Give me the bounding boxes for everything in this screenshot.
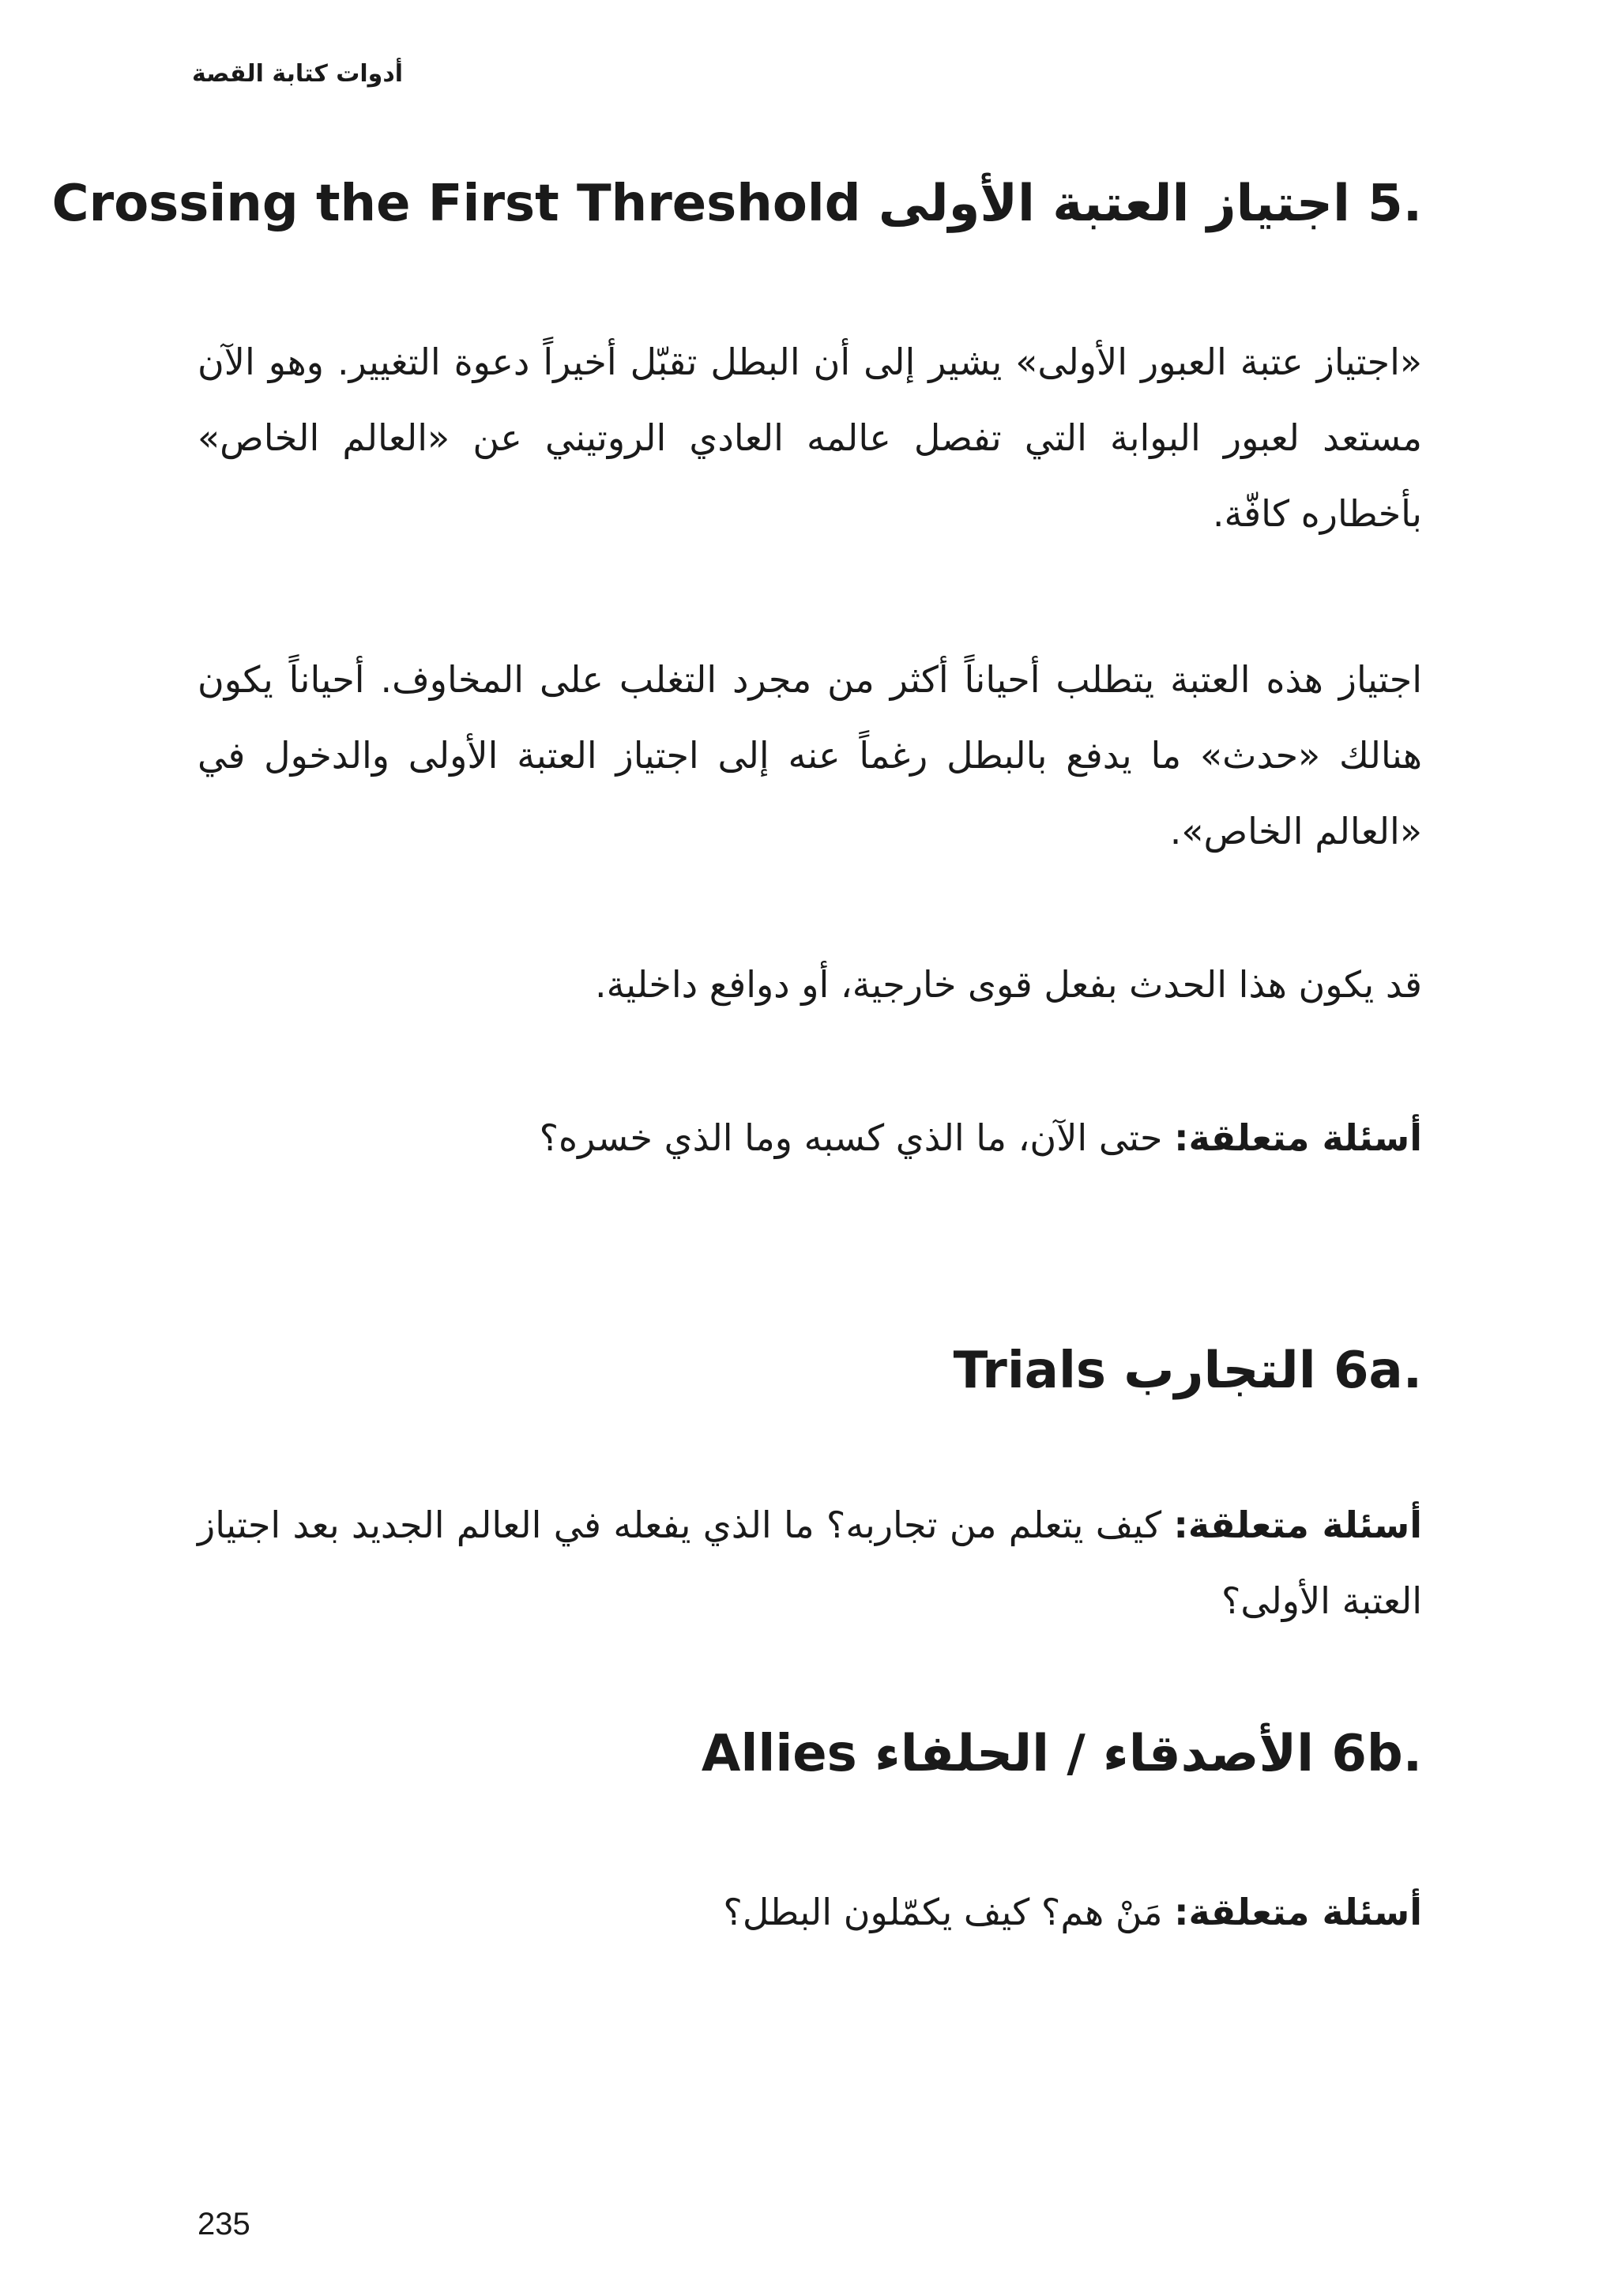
- section-5-paragraph-3-block: [198, 947, 1422, 1022]
- section-heading: [198, 1335, 1422, 1406]
- section-6b: [198, 1718, 1422, 1790]
- related-questions-label: أسئلة متعلقة:: [1174, 1116, 1422, 1159]
- section-number: 6b.: [1331, 1725, 1422, 1783]
- section-6a-question-block: [198, 1487, 1422, 1639]
- section-title-english: Allies: [701, 1725, 857, 1783]
- section-number: 6a.: [1333, 1342, 1422, 1400]
- related-questions: [198, 1487, 1422, 1639]
- body-paragraph: قد يكون هذا الحدث بفعل قوى خارجية، أو دوافع داخلية.: [595, 963, 1422, 1006]
- section-5-question-block: [198, 1100, 1422, 1176]
- body-paragraph: اجتياز هذه العتبة يتطلب أحياناً أكثر من مجرد التغلب على المخاوف. أحياناً يكون هنالك «حدث» ما يدفع بالبطل رغماً عنه إلى اجتياز العتبة الأولى والدخول في «العالم الخاص».: [198, 658, 1422, 853]
- related-questions-label: أسئلة متعلقة:: [1174, 1891, 1422, 1933]
- related-questions-text: كيف يتعلم من تجاربه؟ ما الذي يفعله في العالم الجديد بعد اجتياز العتبة الأولى؟: [198, 1504, 1422, 1622]
- section-title-arabic: الأصدقاء / الحلفاء: [875, 1725, 1315, 1783]
- related-questions: [198, 1100, 1422, 1176]
- section-5-paragraph-2-block: [198, 642, 1422, 869]
- section-title-english: Trials: [953, 1342, 1106, 1400]
- section-heading: [198, 1718, 1422, 1790]
- section-6a: [198, 1335, 1422, 1406]
- section-5-paragraph-1-block: [198, 324, 1422, 551]
- section-heading: [51, 168, 1422, 239]
- section-title-arabic: التجارب: [1123, 1342, 1316, 1400]
- related-questions-text: مَنْ هم؟ كيف يكمّلون البطل؟: [723, 1891, 1163, 1933]
- related-questions-label: أسئلة متعلقة:: [1173, 1504, 1423, 1546]
- section-number: 5.: [1368, 175, 1422, 233]
- section-title-arabic: اجتياز العتبة الأولى: [878, 175, 1350, 233]
- related-questions: [198, 1874, 1422, 1950]
- related-questions-text: حتى الآن، ما الذي كسبه وما الذي خسره؟: [539, 1116, 1163, 1159]
- section-title-english: Crossing the First Threshold: [51, 175, 861, 233]
- running-head: أدوات كتابة القصة: [192, 60, 403, 88]
- page-number: 235: [198, 2207, 250, 2241]
- body-paragraph: «اجتياز عتبة العبور الأولى» يشير إلى أن البطل تقبّل أخيراً دعوة التغيير. وهو الآن مستعد لعبور البوابة التي تفصل عالمه العادي الروتيني عن «العالم الخاص» بأخطاره كافّة.: [198, 341, 1422, 535]
- section-5: [51, 168, 1422, 239]
- section-6b-question-block: [198, 1874, 1422, 1950]
